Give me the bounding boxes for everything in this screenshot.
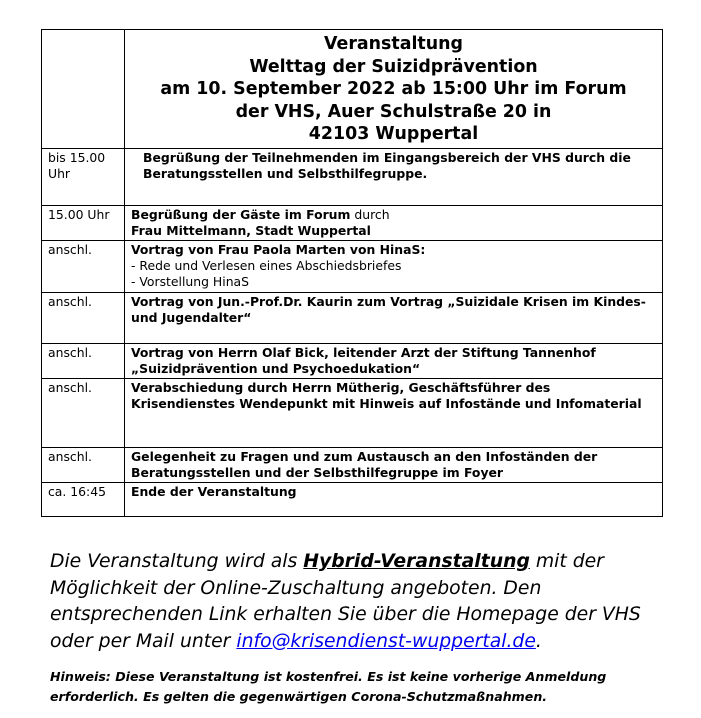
time-cell: anschl. [42, 447, 125, 482]
desc-cell: Verabschiedung durch Herrn Mütherig, Geschäftsführer des Krisendienstes Wendepunkt mit Hinweis auf Infostände und Infomaterial [125, 378, 663, 447]
table-row [42, 482, 663, 516]
time-cell: anschl. [42, 240, 125, 292]
table-row [42, 292, 663, 343]
table-row [42, 205, 663, 240]
table-row [42, 148, 663, 205]
time-cell: anschl. [42, 292, 125, 343]
time-cell: anschl. [42, 378, 125, 447]
desc-bold: Begrüßung der Gäste im Forum [131, 206, 351, 222]
desc-cell: Gelegenheit zu Fragen und zum Austausch an den Infoständen der Beratungsstellen und der Selbsthilfegruppe im Foyer [125, 447, 663, 482]
para-text: Die Veranstaltung wird als [50, 551, 304, 572]
header-empty-cell [42, 30, 125, 149]
desc-line2: Frau Mittelmann, Stadt Wuppertal [131, 222, 371, 238]
hint-text: Hinweis: Diese Veranstaltung ist kostenfrei. Es ist keine vorherige Anmeldung erforderlich. Es gelten die gegenwärtigen Corona-Schutzmaßnahmen. [50, 669, 607, 704]
header-row [42, 30, 663, 149]
table-row [42, 240, 663, 292]
title-line: Veranstaltung [324, 34, 463, 54]
bullet-item: - Rede und Verlesen eines Abschiedsbriefes [131, 257, 402, 273]
title-line: am 10. September 2022 ab 15:00 Uhr im Forum [160, 79, 627, 99]
info-paragraph [50, 549, 680, 655]
desc-cell [125, 205, 663, 240]
table-row [42, 378, 663, 447]
email-link[interactable]: info@krisendienst-wuppertal.de [236, 630, 536, 652]
table-row [42, 447, 663, 482]
title-line: der VHS, Auer Schulstraße 20 in [235, 101, 552, 122]
para-text: . [535, 630, 542, 652]
desc-normal: durch [350, 206, 390, 222]
time-cell: bis 15.00 Uhr [42, 148, 125, 205]
program-table [41, 29, 663, 517]
event-title [125, 30, 663, 149]
desc-cell [125, 240, 663, 292]
desc-bold: Vortrag von Frau Paola Marten von HinaS: [131, 241, 426, 257]
desc-cell: Ende der Veranstaltung [125, 482, 663, 516]
para-text: mit der Möglichkeit der Online-Zuschaltung angeboten. Den entsprechenden Link erhalten Sie über die Homepage der VHS oder per Mail unter [50, 551, 641, 652]
desc-cell: Vortrag von Jun.-Prof.Dr. Kaurin zum Vortrag „Suizidale Krisen im Kindes- und Jugendalter“ [125, 292, 663, 343]
time-cell: ca. 16:45 [42, 482, 125, 516]
desc-cell: Vortrag von Herrn Olaf Bick, leitender Arzt der Stiftung Tannenhof „Suizidprävention und Psychoedukation“ [125, 343, 663, 378]
time-cell: anschl. [42, 343, 125, 378]
title-line: Welttag der Suizidprävention [249, 56, 538, 77]
bullet-item: - Vorstellung HinaS [131, 273, 250, 289]
desc-cell: Begrüßung der Teilnehmenden im Eingangsbereich der VHS durch die Beratungsstellen und Selbsthilfegruppe. [125, 148, 663, 205]
time-cell: 15.00 Uhr [42, 205, 125, 240]
table-row [42, 343, 663, 378]
hybrid-text: Hybrid-Veranstaltung [303, 551, 530, 572]
title-line: 42103 Wuppertal [308, 124, 479, 144]
